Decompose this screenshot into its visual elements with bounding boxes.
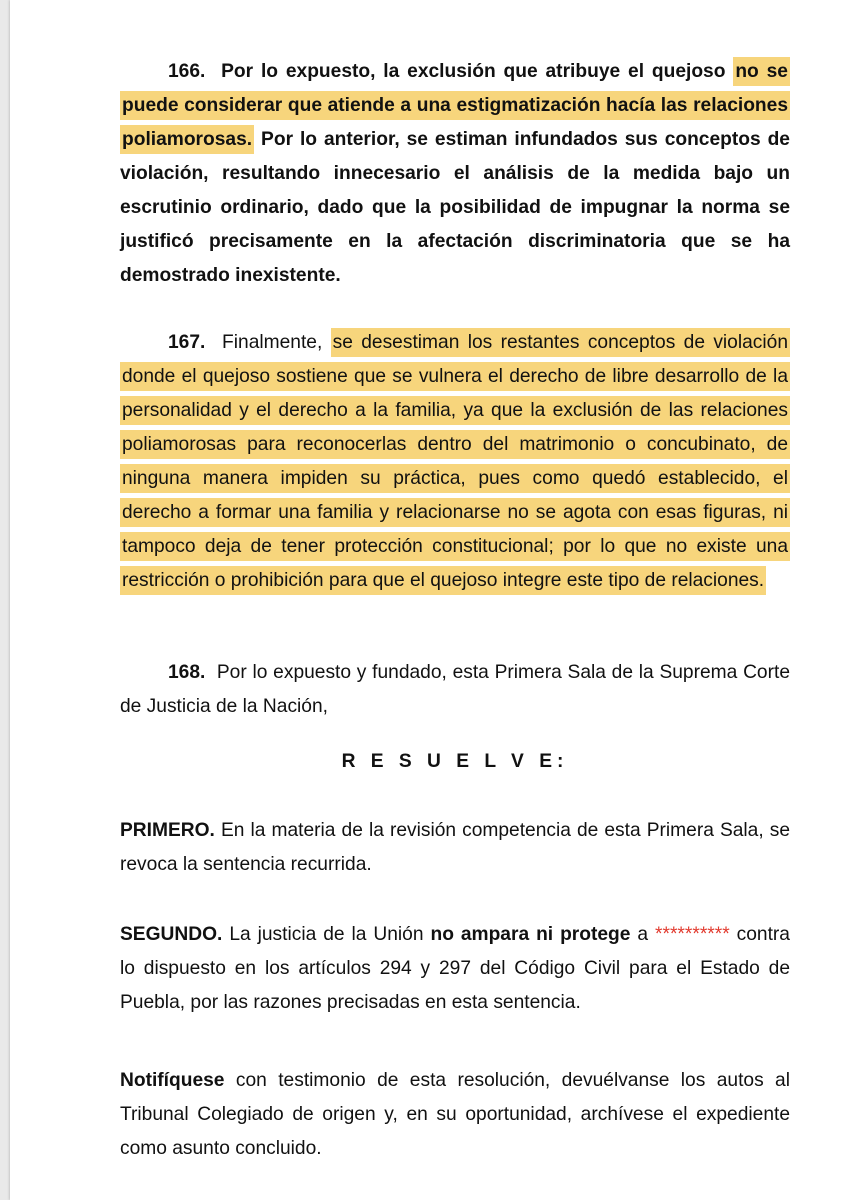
document-page — [10, 0, 862, 1200]
paragraph-168 — [120, 656, 790, 724]
resolutivo-text: En la materia de la revisión competencia de esta Primera Sala, se revoca la sentencia recurrida. — [120, 820, 790, 875]
notifiquese-text: con testimonio de esta resolución, devuélvanse los autos al Tribunal Colegiado de origen y, en su oportunidad, archívese el expediente como asunto concluido. — [120, 1070, 790, 1159]
redacted-name: ********** — [655, 924, 730, 945]
resolutivo-label: PRIMERO. — [120, 820, 215, 841]
resolutivo-text: a — [637, 924, 649, 945]
paragraph-text: Por lo expuesto y fundado, esta Primera Sala de la Suprema Corte de Justicia de la Nación, — [120, 662, 790, 717]
resolutivo-text: La justicia de la Unión — [229, 924, 424, 945]
resolutivo-label: SEGUNDO. — [120, 924, 223, 945]
paragraph-lead: Finalmente, — [222, 332, 323, 353]
resolutivo-primero — [120, 814, 790, 882]
paragraph-166 — [120, 55, 790, 293]
paragraph-number: 168. — [168, 662, 206, 683]
paragraph-number: 167. — [168, 332, 206, 353]
notifiquese-paragraph — [120, 1064, 790, 1166]
paragraph-lead: Por lo expuesto, la exclusión que atribuye el quejoso — [221, 61, 726, 82]
paragraph-number: 166. — [168, 61, 206, 82]
notifiquese-label: Notifíquese — [120, 1070, 225, 1091]
highlighted-text: se desestiman los restantes conceptos de violación donde el quejoso sostiene que se vulnera el derecho de libre desarrollo de la personalidad y el derecho a la familia, ya que la exclusión de las relaciones poliamorosas para reconocerlas dentro del matrimonio o concubinato, de ninguna manera impiden su práctica, pues como quedó establecido, el derecho a formar una familia y relacionarse no se agota con esas figuras, ni tampoco deja de tener protección constitucional; por lo que no existe una restricción o prohibición para que el quejoso integre este tipo de relaciones. — [120, 328, 790, 595]
resolutivo-text: contra lo dispuesto en los artículos 294 y 297 del Código Civil para el Estado de Puebla, por las razones precisadas en esta sentencia. — [120, 924, 790, 1013]
bold-phrase: no ampara ni protege — [430, 924, 631, 945]
resuelve-heading: R E S U E L V E: — [341, 751, 569, 772]
resolutivo-segundo — [120, 918, 790, 1020]
highlighted-text: no se puede considerar que atiende a una estigmatización hacía las relaciones poliamorosas. — [120, 57, 790, 154]
paragraph-167 — [120, 326, 790, 598]
paragraph-rest: Por lo anterior, se estiman infundados sus conceptos de violación, resultando innecesario el análisis de la medida bajo un escrutinio ordinario, dado que la posibilidad de impugnar la norma se justificó precisamente en la afectación discriminatoria que se ha demostrado inexistente. — [120, 129, 790, 286]
